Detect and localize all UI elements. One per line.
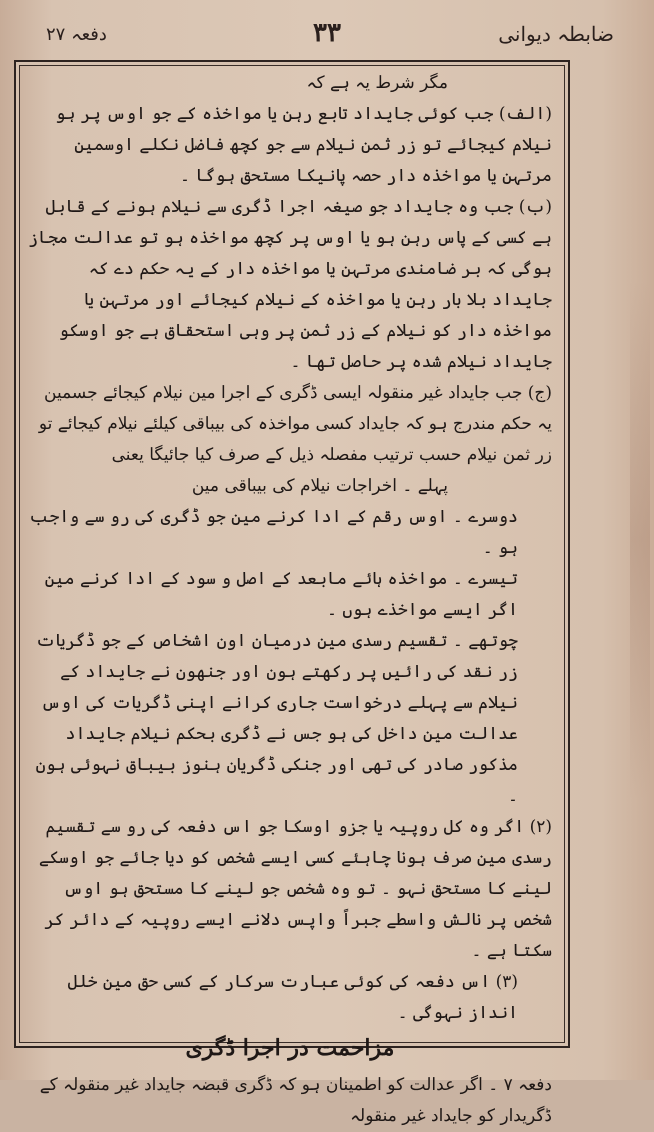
paragraph-third: تیسرے ۔ مواخذہ ہائے مابعد کے اصل و سود کے ادا کرنے مین اگر ایسے مواخذے ہوں ۔ <box>44 569 518 620</box>
paragraph-subsection-2: (۲) اگر وہ کل روپیہ یا جزو اوسکا جو اس دفعہ کی رو سے تقسیم رسدی مین صرف ہونا چاہئے کسی ایسے شخص کو دیا جائے جو اوسکے لینے کا مستحق نہو ۔ تو وہ شخص جو لینے کا مستحق ہو اوس شخص پر نالش واسطے جبراً واپس دلانے ایسے روپیہ کے دائر کر سکتا ہے ۔ <box>38 817 552 961</box>
paragraph-section-7: دفعہ ۷ ۔ اگر عدالت کو اطمینان ہو کہ ڈگری قبضہ جایداد غیر منقولہ کے ڈگریدار کو جایداد غیر منقولہ <box>39 1075 552 1126</box>
page-body <box>22 68 558 1132</box>
paragraph-clause-b: (ب) جب وہ جایداد جو صیغہ اجرا ڈگری سے نیلام ہونے کے قابل ہے کسی کے پاس رہن ہو یا اوس پر کچھ مواخذہ ہو تو عدالت مجاز ہوگی کہ بر ضامندی مرتہن یا مواخذہ دار کے یہ حکم دے کہ جایداد بلا بار رہن یا مواخذہ کے نیلام کیجائے اور مرتہن یا مواخذہ دار کو نیلام کے زر ثمن پر وہی استحقاق ہے جو اوسکو جایداد نیلام شدہ پر حاصل تھا ۔ <box>28 197 552 372</box>
section-reference: دفعہ ۲۷ <box>46 24 107 45</box>
paper-stain <box>630 280 650 800</box>
paragraph-proviso: مگر شرط یہ ہے کہ <box>306 73 448 93</box>
paragraph-second: دوسرے ۔ اوس رقم کے ادا کرنے مین جو ڈگری کی رو سے واجب ہو ۔ <box>29 507 518 558</box>
running-title: ضابطہ دیوانی <box>498 22 614 46</box>
paragraph-fourth: چوتھے ۔ تقسیم رسدی مین درمیان اون اشخاص کے جو ڈگریات زر نقد کی رائیں پر رکھتے ہون اور جنھون نے جایداد کے نیلام سے پہلے درخواست جاری کرانے اپنی ڈگریات کی اوس عدالت مین داخل کی ہو جس نے ڈگری بحکم نیلام جایداد مذکور صادر کی تھی اور جنکی ڈگریان ہنوز بیباق نہوئی ہون ۔ <box>35 631 518 806</box>
paragraph-subsection-3: (۳) اس دفعہ کی کوئی عبارت سرکار کے کسی حق مین خلل انداز نہوگی ۔ <box>67 972 518 1023</box>
page-header <box>0 18 654 58</box>
section-heading: مزاحمت در اجرا ڈگری <box>185 1035 395 1061</box>
page-number: ۳۳ <box>313 18 341 48</box>
paragraph-clause-c: (ج) جب جایداد غیر منقولہ ایسی ڈگری کے اجرا مین نیلام کیجائے جسمین یہ حکم مندرج ہو کہ جایداد کسی مواخذہ کی بیباقی کیلئے نیلام کیجائے تو زر ثمن نیلام حسب ترتیب مفصلہ ذیل کے صرف کیا جائیگا یعنی <box>38 383 552 465</box>
paragraph-first: پہلے ۔ اخراجات نیلام کی بیباقی مین <box>191 476 448 496</box>
paragraph-clause-a: (الف) جب کوئی جایداد تابع رہن یا مواخذہ کے جو اوس پر ہو نیلام کیجائے تو زر ثمن نیلام سے جو کچھ فاضل نکلے اوسمین مرتہن یا مواخذہ دار حصہ پانیکا مستحق ہوگا ۔ <box>55 104 552 186</box>
